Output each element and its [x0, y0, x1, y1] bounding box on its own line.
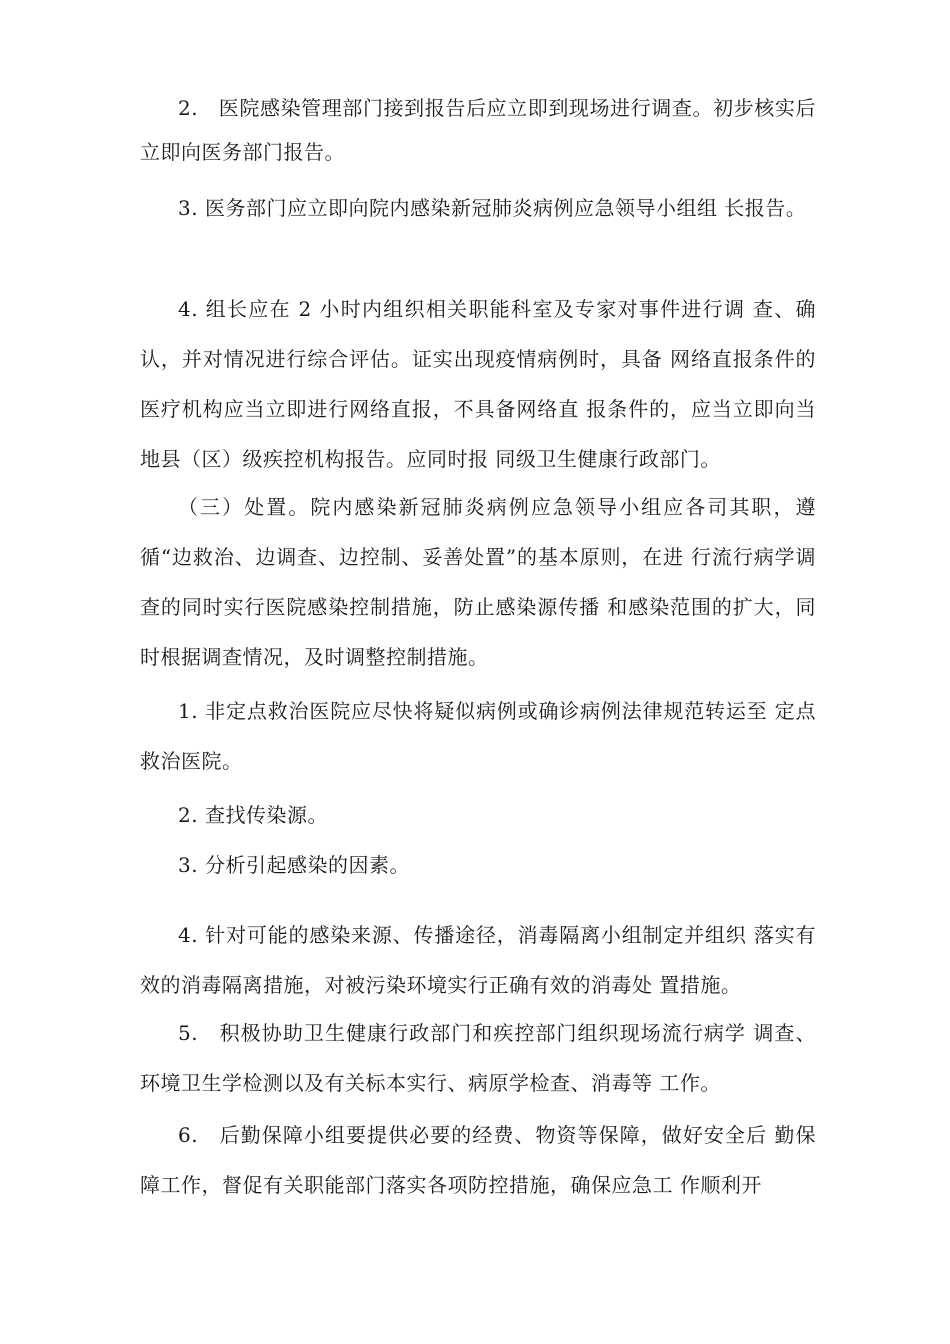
- paragraph-report-investigation: 2. 医院感染管理部门接到报告后应立即到现场进行调查。初步核实后立即向医务部门报告。: [140, 96, 816, 164]
- paragraph-medical-dept-report: 3. 医务部门应立即向院内感染新冠肺炎病例应急领导小组组 长报告。: [178, 196, 807, 220]
- paragraph-find-source: 2. 查找传染源。: [178, 803, 328, 827]
- paragraph-assist-investigation: 5. 积极协助卫生健康行政部门和疾控部门组织现场流行病学 调查、环境卫生学检测以及有关标本实行、病原学检查、消毒等 工作。: [140, 1021, 816, 1095]
- paragraph-analyze-factors: 3. 分析引起感染的因素。: [178, 853, 410, 877]
- paragraph-team-leader-assessment: 4. 组长应在 2 小时内组织相关职能科室及专家对事件进行调 查、确认，并对情况进行综合评估。证实出现疫情病例时，具备 网络直报条件的医疗机构应当立即进行网络直报，不具备网络直 报条件的，应当立即向当地县（区）级疾控机构报告。应同时报 同级卫生健康行政部门。: [140, 297, 816, 471]
- paragraph-disinfection-measures: 4. 针对可能的感染来源、传播途径，消毒隔离小组制定并组织 落实有效的消毒隔离措施，对被污染环境实行正确有效的消毒处 置措施。: [140, 923, 816, 997]
- paragraph-section-handling: （三）处置。院内感染新冠肺炎病例应急领导小组应各司其职，遵循“边救治、边调查、边控制、妥善处置”的基本原则，在进 行流行病学调查的同时实行医院感染控制措施，防止感染源传播 和感染范围的扩大，同时根据调查情况，及时调整控制措施。: [140, 495, 816, 669]
- paragraph-transfer-patients: 1. 非定点救治医院应尽快将疑似病例或确诊病例法律规范转运至 定点救治医院。: [140, 699, 816, 773]
- paragraph-logistics-support: 6. 后勤保障小组要提供必要的经费、物资等保障，做好安全后 勤保障工作，督促有关职能部门落实各项防控措施，确保应急工 作顺利开: [140, 1123, 816, 1197]
